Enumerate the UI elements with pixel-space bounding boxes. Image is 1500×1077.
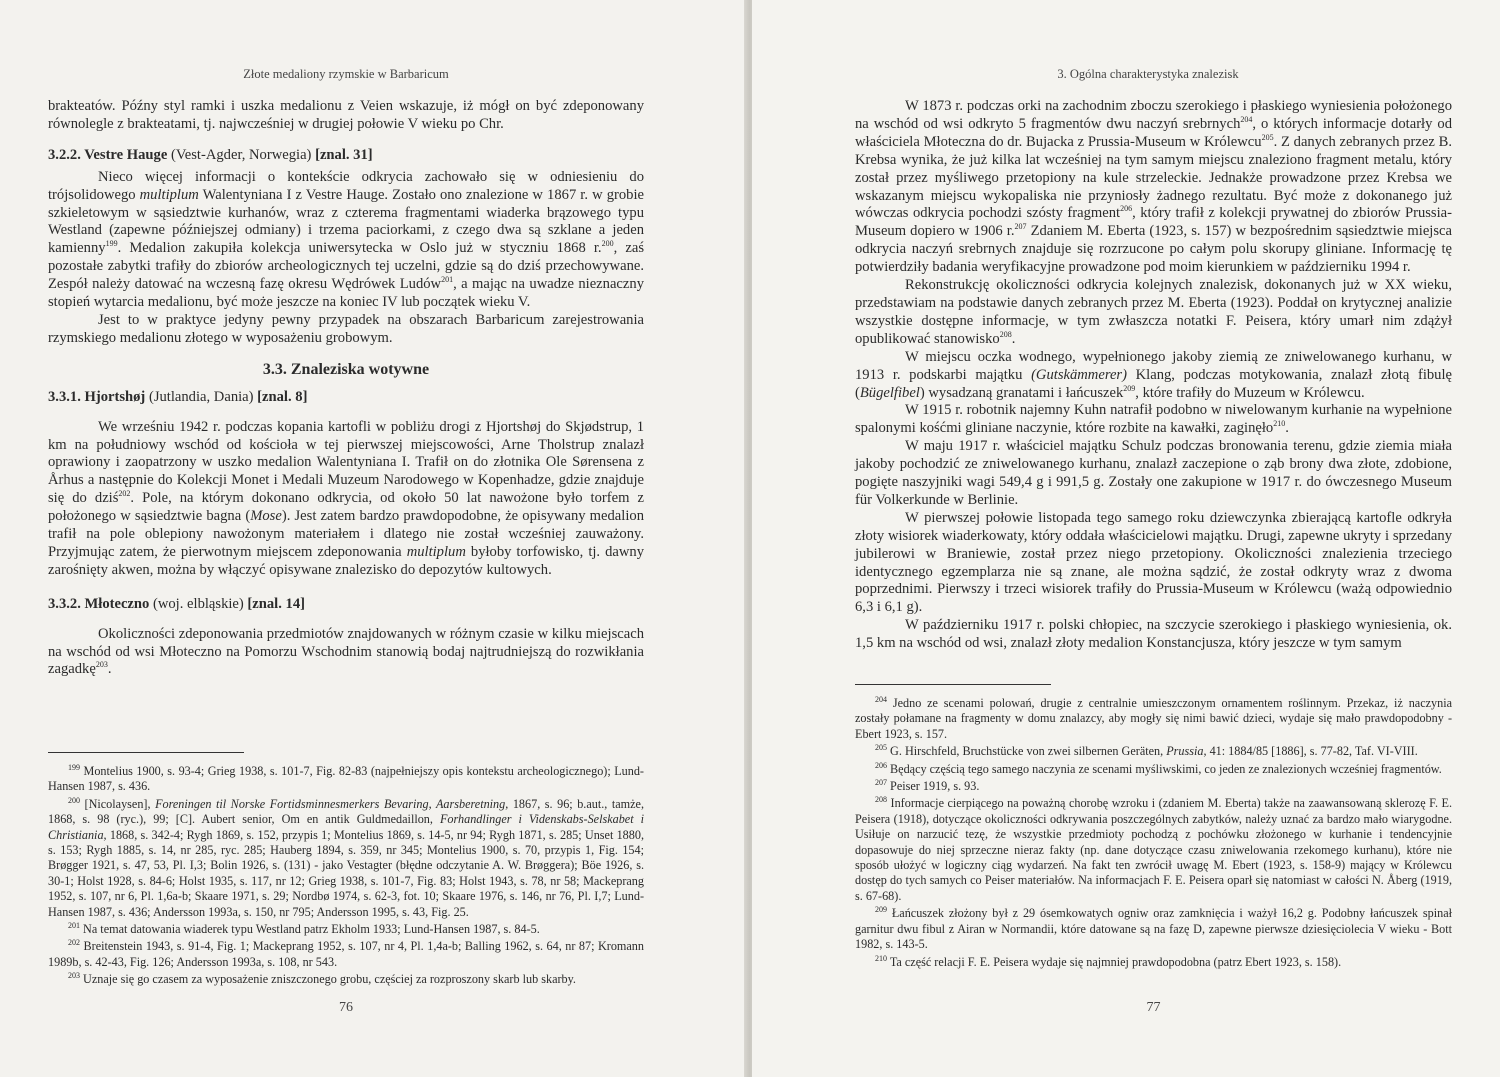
footnote: $^{204}$ Jedno ze scenami polowań, drugie z centralnie umieszczonym ornamentem roślinnym. Przekaz, iż naczynia zostały połamane na fragmenty w domu znalazcy, aby mogły się nimi bawić dzieci, wydaje się mało prawdopodobny - Ebert 1923, s. 157. — [855, 694, 1453, 741]
footnote: $^{207}$ Peiser 1919, s. 93. — [875, 777, 980, 794]
paragraph: W miejscu oczka wodnego, wypełnionego jakoby ziemią ze zniwelowanego kurhanu, w 1913 r. podskarbi majątku (Gutskämmerer) Klang, podczas motykowania, znalazł złotą fibulę (Bügelfibel) wysadzaną granatami i łańcuszek$^{209}$, które trafiły do Muzeum w Królewcu. — [855, 348, 1452, 401]
paragraph: W 1873 r. podczas orki na zachodnim zboczu szerokiego i płaskiego wyniesienia położonego na wschód od wsi odkryto 5 fragmentów dwu naczyń srebrnych$^{204}$, o których informacje dotarły od właściciela Młoteczna do dr. Bujacka z Prussia-Museum w Królewcu$^{205}$. Z danych zebranych przez B. Krebsa wynika, że już kilka lat wcześniej na tym samym miejscu znaleziono fragment metalu, który został przez myśliwego przetopiony na kule strzeleckie. Jednakże prowadzone przez Krebsa we wskazanym miejscu wykopaliska nie przyniosły żadnego rezultatu. Być może z dokonanego już wówczas odkrycia pochodzi szósty fragment$^{206}$, który trafił z kolekcji prywatnej do zbiorów Prussia-Museum dopiero w 1906 r.$^{207}$ Zdaniem M. Eberta (1923, s. 157) w bezpośrednim sąsiedztwie miejsca odkrycia naczyń srebrnych znajduje się rozrzucone po całym polu skorupy gliniane. Informację tę potwierdziły badania weryfikacyjne prowadzone pod moim kierunkiem w październiku 1994 r. — [855, 98, 1453, 276]
left-body — [48, 98, 644, 679]
footnote: $^{206}$ Będący częścią tego samego naczynia ze scenami myśliwskimi, co jeden ze znalezionych wcześniej fragmentów. — [875, 760, 1442, 776]
footnote-ref: 201 — [441, 275, 454, 285]
section-heading-3-2-2: 3.2.2. Vestre Hauge (Vest-Agder, Norwegia) [znal. 31] — [48, 146, 373, 163]
running-header-right: 3. Ogólna charakterystyka znalezisk — [1057, 67, 1239, 81]
footnote: $^{202}$ Breitenstein 1943, s. 91-4, Fig. 1; Mackeprang 1952, s. 107, nr 4, Pl. 1,4a-b; Balling 1962, s. 64, nr 87; Kromann 1989b, s. 42-43, Fig. 126; Andersson 1993a, s. 108, nr 543. — [48, 938, 644, 969]
footnote-ref: 205 — [1261, 132, 1274, 142]
footnote-ref: 206 — [1120, 204, 1133, 214]
section-heading-3-3: 3.3. Znaleziska wotywne — [262, 360, 430, 378]
footnote-ref: 199 — [105, 239, 118, 249]
footnote-rule — [48, 752, 244, 753]
page-number-right: 77 — [1146, 1000, 1161, 1015]
right-footnotes — [855, 696, 1452, 972]
footnote-ref: 204 — [1240, 115, 1253, 125]
left-footnotes — [48, 764, 644, 990]
footnote-ref: 202 — [118, 489, 131, 499]
paragraph: We wrześniu 1942 r. podczas kopania kartofli w pobliżu drogi z Hjortshøj do Skjødstrup, 1 km na południowy wschód od kościoła w tej pierwszej miejscowości, Arne Tholstrup znalazł oprawiony i zaopatrzony w uszko medalion Walentyniana I. Trafił on do złotnika Ole Sørensena z Århus a następnie do Kolekcji Monet i Medali Muzeum Narodowego w Kopenhadze, gdzie znajduje się do dziś$^{202}$. Pole, na którym dokonano odkrycia, od około 50 lat nawożone było torfem z położonego w sąsiedztwie bagna (Mose). Jest zatem bardzo prawdopodobne, że opisywany medalion trafił na pole oblepiony nawożonym materiałem i dlatego nie został wcześniej zauważony. Przyjmując zatem, że pierwotnym miejscem zdeponowania multiplum byłoby torfowisko, tj. dawny zarośnięty akwen, można by włączyć opisywane znalezisko do depozytów kultowych. — [48, 418, 644, 578]
paragraph: Nieco więcej informacji o kontekście odkrycia zachowało się w odniesieniu do trójsolidowego multiplum Walentyniana I z Vestre Hauge. Zostało ono znalezione w 1867 r. w grobie szkieletowym w sąsiedztwie kurhanów, wraz z czterema fragmentami wiaderka brązowego typu Westland (zapewne późniejszej odmiany) i trzema paciorkami, z czego dwa są szklane a jeden kamienny$^{199}$. Medalion zakupiła kolekcja uniwersytecka w Oslo już w styczniu 1868 r.$^{200}$, zaś pozostałe zabytki trafiły do zbiorów archeologicznych tej uczelni, gdzie są do dziś przechowywane. Zespół należy datować na wczesną fazę okresu Wędrówek Ludów$^{201}$, a mając na uwadze nieznaczny stopień wytarcia medalionu, być może jeszcze na koniec IV lub początek wieku V. — [48, 168, 644, 311]
right-body — [855, 98, 1452, 653]
paragraph: Rekonstrukcję okoliczności odkrycia kolejnych znalezisk, dokonanych już w XX wieku, przedstawiam na podstawie danych zebranych przez M. Eberta (1923). Poddał on krytycznej analizie wszystkie dostępne informacje, w tym zwłaszcza notatki F. Peisera, który umarł nim zdążył opublikować stanowisko$^{208}$. — [855, 277, 1452, 347]
paragraph: brakteatów. Późny styl ramki i uszka medalionu z Veien wskazuje, iż mógł on być zdeponowany równolegle z brakteatami, tj. najwcześniej w drugiej połowie V wieku po Chr. — [48, 98, 644, 132]
section-heading-3-3-1: 3.3.1. Hjortshøj (Jutlandia, Dania) [znal. 8] — [48, 388, 308, 405]
footnote-ref: 207 — [1014, 222, 1027, 232]
footnote: $^{203}$ Uznaje się go czasem za wyposażenie zniszczonego grobu, częściej za rozproszony skarb lub skarby. — [68, 971, 576, 987]
footnote-ref: 210 — [1273, 419, 1286, 429]
paragraph: W maju 1917 r. właściciel majątku Schulz podczas bronowania terenu, gdzie ziemia miała jakoby pochodzić ze zniwelowanego kurhanu, znalazł zaczepione o ząb brony dwa złote, zdobione, pogięte naszyjniki wagi 549,4 g i 991,5 g. Zostały one zakupione w 1917 r. do ówczesnego Museum für Volkerkunde w Berlinie. — [855, 438, 1452, 508]
footnote: $^{210}$ Ta część relacji F. E. Peisera wydaje się najmniej prawdopodobna (patrz Ebert 1923, s. 158). — [875, 953, 1342, 969]
footnote-ref: 208 — [999, 329, 1012, 339]
footnote: $^{208}$ Informacje cierpiącego na poważną chorobę wzroku i (zdaniem M. Eberta) także na zaawansowaną sklerozę F. E. Peisera (1918), dotyczące okoliczności odkrywania poszczególnych zabytków, należy uznać za bardzo mało wiarygodne. Usiłuje on narzucić tezę, że wszystkie przedmioty pochodzą z pochówku złożonego w kurhanie i tendencyjnie dopasowuje do niej sprzeczne nieraz fakty (np. dane dotyczące czasu zniwelowania rzekomego kurhanu), które nie sposób ułożyć w logiczny ciąg wydarzeń. Na fakt ten zwrócił uwagę M. Ebert (1923, s. 158-9) mający w Królewcu dostęp do tych samych co Peiser materiałów. Na informacjach F. E. Peisera oparł się natomiast w całości N. Åberg (1919, s. 67-68). — [855, 795, 1452, 903]
footnote: $^{199}$ Montelius 1900, s. 93-4; Grieg 1938, s. 101-7, Fig. 82-83 (najpełniejszy opis kontekstu archeologicznego); Lund-Hansen 1987, s. 436. — [48, 762, 644, 794]
section-heading-3-3-2: 3.3.2. Młoteczno (woj. elbląskie) [znal. 14] — [48, 595, 305, 612]
footnote: $^{205}$ G. Hirschfeld, Bruchstücke von zwei silbernen Geräten, Prussia, 41: 1884/85 [1886], s. 77-82, Taf. VI-VIII. — [875, 743, 1418, 759]
footnote: $^{200}$ [Nicolaysen], Foreningen til Norske Fortidsminnesmerkers Bevaring, Aarsberetning, 1867, s. 96; b.aut., tamże, 1868, s. 98 (ryc.), 99; [C]. Aubert senior, Om en antik Guldmedaillon, Forhandlinger i Videnskabs-Selskabet i Christiania, 1868, s. 342-4; Rygh 1869, s. 152, przypis 1; Montelius 1869, s. 14-5, nr 94; Rygh 1871, s. 285; Unset 1880, s. 153; Rygh 1885, s. 14, nr 285, ryc. 285; Hauberg 1894, s. 359, nr 345; Montelius 1900, s. 70, przypis 1, Fig. 154; Brøgger 1921, s. 47, 53, Pl. I,3; Bolin 1926, s. (131) - jako Vestagter (błędne odczytanie A. W. Brøggera); Böe 1926, s. 30-1; Holst 1928, s. 84-6; Holst 1935, s. 117, nr 12; Grieg 1938, s. 101-7, Fig. 83; Holst 1943, s. 78, nr 58; Mackeprang 1952, s. 107, nr 6, Pl. 1,6a-b; Skaare 1971, s. 29; Nordbø 1974, s. 62-3, fot. 10; Skaare 1976, s. 146, nr 76, Pl. I,7; Lund-Hansen 1987, s. 436; Andersson 1993a, s. 150, nr 795; Andersson 1995, s. 43, Fig. 25. — [48, 795, 644, 919]
paragraph: Jest to w praktyce jedyny pewny przypadek na obszarach Barbaricum zarejestrowania rzymskiego medalionu złotego w wyposażeniu grobowym. — [48, 311, 644, 346]
paragraph: Okoliczności zdeponowania przedmiotów znajdowanych w różnym czasie w kilku miejscach na wschód od wsi Młoteczno na Pomorzu Wschodnim stanowią bodaj najtrudniejszą do rozwikłania zagadkę$^{203}$. — [48, 625, 644, 678]
footnote: $^{209}$ Łańcuszek złożony był z 29 ósemkowatych ogniw oraz zamknięcia i ważył 16,2 g. Podobny łańcuszek spinał garnitur dwu fibul z Airan w Normandii, które datowane są na fazę D, zapewne pierwsze dziesięciolecia V wieku - Bott 1982, s. 143-5. — [855, 905, 1452, 952]
running-header-left: Złote medaliony rzymskie w Barbaricum — [243, 67, 449, 81]
paragraph: W pierwszej połowie listopada tego samego roku dziewczynka zbierającą kartofle odkryła złoty wisiorek wiaderkowaty, który oddała właścicielowi majątku. Drugi, zapewne ukryty i sprzedany jubilerowi w Braniewie, został przez niego przetopiony. Okoliczności znalezienia trzeciego identycznego egzemplarza nie są znane, ale można sądzić, że został odkryty wraz z dwoma poprzednimi. Pierwszy i trzeci wisiorek trafiły do Prussia-Museum w Królewcu (ważą odpowiednio 6,3 i 6,1 g). — [855, 509, 1452, 616]
paragraph: W październiku 1917 r. polski chłopiec, na szczycie szerokiego i płaskiego wyniesienia, ok. 1,5 km na wschód od wsi, znalazł złoty medalion Konstancjusza, który jeszcze w tym samym — [855, 617, 1452, 652]
footnote-ref: 200 — [601, 239, 614, 249]
paragraph: W 1915 r. robotnik najemny Kuhn natrafił podobno w niwelowanym kurhanie na wypełnione spalonymi kośćmi gliniane naczynie, które rozbite na kawałki, zaginęło$^{210}$. — [855, 402, 1452, 437]
right-page — [752, 0, 1500, 1077]
footnote-ref: 209 — [1123, 383, 1136, 393]
page-number-left: 76 — [339, 1000, 353, 1015]
left-page — [0, 0, 748, 1077]
footnote: $^{201}$ Na temat datowania wiaderek typu Westland patrz Ekholm 1933; Lund-Hansen 1987, s. 84-5. — [68, 921, 540, 937]
footnote-rule — [855, 684, 1051, 685]
footnote-ref: 203 — [95, 660, 108, 670]
